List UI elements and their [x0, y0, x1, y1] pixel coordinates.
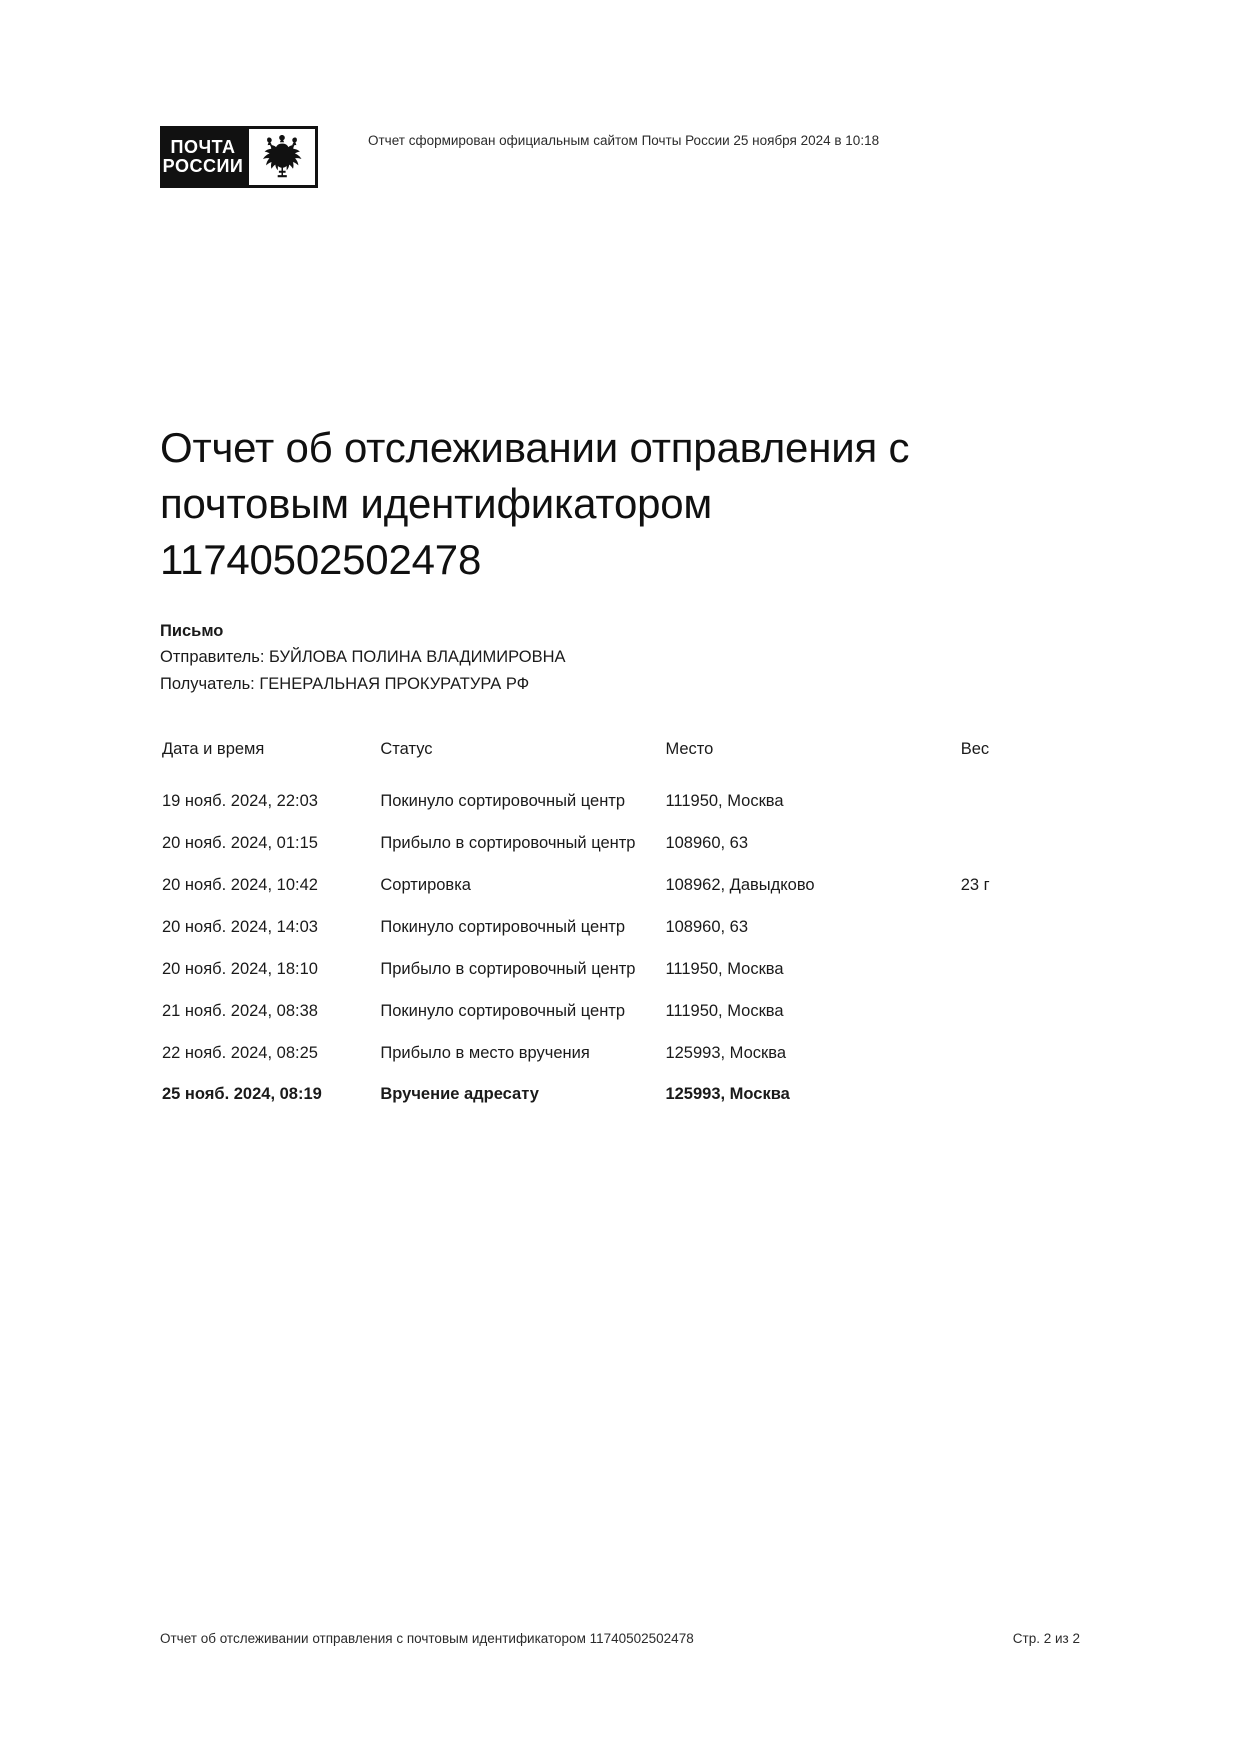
shipment-recipient: Получатель: ГЕНЕРАЛЬНАЯ ПРОКУРАТУРА РФ [160, 674, 530, 693]
cell-status: Покинуло сортировочный центр [380, 792, 626, 810]
cell-weight [957, 1074, 1088, 1116]
cell-place: 108962, Давыдково [665, 875, 815, 894]
cell-weight [957, 991, 1088, 1033]
cell-place: 111950, Москва [665, 792, 784, 810]
cell-datetime: 20 нояб. 2024, 14:03 [162, 917, 318, 936]
cell-status: Прибыло в сортировочный центр [380, 833, 636, 852]
cell-status: Прибыло в место вручения [380, 1043, 590, 1062]
document-header [160, 126, 1080, 188]
document-footer [160, 1631, 1080, 1646]
cell-datetime: 19 нояб. 2024, 22:03 [162, 792, 318, 810]
tracking-history-table [158, 730, 1088, 1116]
cell-datetime: 22 нояб. 2024, 08:25 [162, 1043, 318, 1062]
cell-status: Прибыло в сортировочный центр [380, 959, 636, 978]
cell-datetime: 20 нояб. 2024, 01:15 [162, 833, 318, 852]
cell-weight [957, 1033, 1088, 1075]
report-generation-note: Отчет сформирован официальным сайтом Почты России 25 ноября 2024 в 10:18 [368, 133, 880, 148]
table-row [158, 823, 1088, 865]
table-row [158, 907, 1088, 949]
cell-datetime: 20 нояб. 2024, 10:42 [162, 875, 318, 894]
column-header-datetime: Дата и время [162, 740, 265, 758]
cell-weight [957, 823, 1088, 865]
cell-place: 125993, Москва [665, 1043, 786, 1062]
logo-wordmark [160, 126, 246, 188]
page-title: Отчет об отслеживании отправления с почтовым идентификатором 11740502502478 [160, 424, 910, 583]
cell-place: 111950, Москва [665, 959, 784, 978]
footer-page-number: Стр. 2 из 2 [1012, 1631, 1080, 1646]
table-row-final-status [158, 1074, 1088, 1116]
logo-wordmark-line2: РОССИИ [162, 156, 244, 176]
shipment-kind: Письмо [160, 622, 224, 640]
table-header-row [158, 730, 1088, 781]
cell-weight [957, 949, 1088, 991]
table-row [158, 949, 1088, 991]
cell-place: 108960, 63 [665, 833, 749, 852]
table-row [158, 865, 1088, 907]
double-headed-eagle-icon [246, 126, 318, 188]
cell-weight [957, 907, 1088, 949]
logo-wordmark-line1: ПОЧТА [170, 136, 236, 157]
column-header-status: Статус [380, 740, 433, 758]
shipment-summary [160, 618, 860, 697]
footer-document-title: Отчет об отслеживании отправления с почтовым идентификатором 11740502502478 [160, 1631, 694, 1646]
cell-status: Покинуло сортировочный центр [380, 1001, 626, 1020]
cell-place: 125993, Москва [665, 1085, 790, 1104]
cell-weight: 23 г [960, 875, 990, 894]
cell-datetime: 20 нояб. 2024, 18:10 [162, 959, 318, 978]
cell-status: Покинуло сортировочный центр [380, 917, 626, 936]
column-header-place: Место [665, 740, 714, 758]
cell-weight [957, 781, 1088, 823]
table-row [158, 1033, 1088, 1075]
cell-place: 108960, 63 [665, 917, 749, 936]
cell-status: Сортировка [380, 875, 471, 894]
column-header-weight: Вес [960, 740, 990, 758]
pochta-rossii-logo [160, 126, 318, 188]
shipment-sender: Отправитель: БУЙЛОВА ПОЛИНА ВЛАДИМИРОВНА [160, 648, 566, 667]
table-row [158, 991, 1088, 1033]
cell-status: Вручение адресату [380, 1085, 539, 1104]
cell-datetime: 21 нояб. 2024, 08:38 [162, 1001, 318, 1020]
cell-place: 111950, Москва [665, 1001, 784, 1020]
cell-datetime: 25 нояб. 2024, 08:19 [162, 1085, 322, 1104]
table-row [158, 781, 1088, 823]
